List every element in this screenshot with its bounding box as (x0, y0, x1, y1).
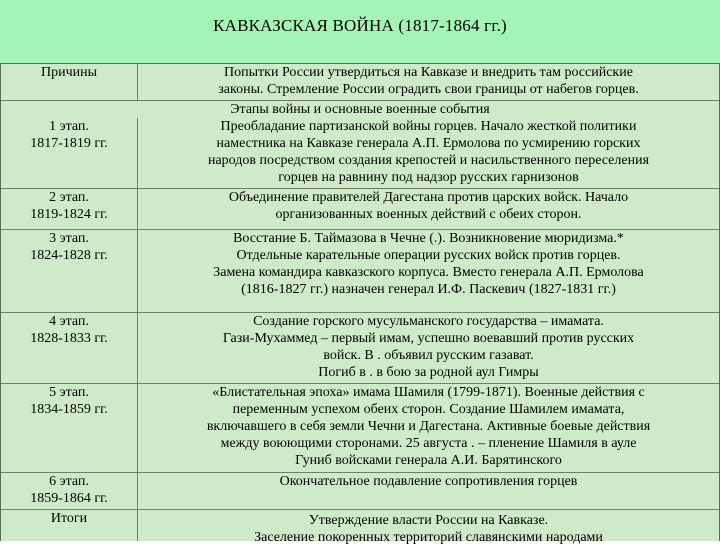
row-label-line: 6 этап. (49, 474, 89, 489)
row-text-line: Заселение покоренных территорий славянскими народами (254, 530, 603, 545)
row-text-line: Замена командира кавказского корпуса. Вместо генерала А.П. Ермолова (213, 265, 644, 280)
stage-label (1, 118, 138, 188)
stage-text (138, 230, 719, 312)
row-label-line: 1819-1824 гг. (30, 207, 108, 222)
table-row-stage-1 (1, 118, 719, 189)
row-text-line: законы. Стремление России оградить свои границы от набегов горцев. (218, 82, 639, 97)
row-text-line: «Блистательная эпоха» имама Шамиля (1799-1871). Военные действия с (212, 385, 645, 400)
row-text-line: горцев на равнину под надзор русских гарнизонов (278, 170, 579, 185)
row-label-line: 1834-1859 гг. (30, 402, 108, 417)
row-text-line: включавшего в себя земли Чечни и Дагестана. Активные боевые действия (206, 419, 651, 434)
row-text-line: Создание горского мусульманского государства – имамата. (253, 314, 604, 329)
row-text-line: Попытки России утвердиться на Кавказе и внедрить там российские (224, 65, 633, 80)
reasons-label (1, 64, 138, 100)
table-row-stage-6 (1, 473, 719, 510)
page-title: КАВКАЗСКАЯ ВОЙНА (1817-1864 гг.) (213, 16, 507, 35)
row-label-line: 2 этап. (49, 190, 89, 205)
stage-text (138, 118, 719, 188)
row-text-line: Объединение правителей Дагестана против царских войск. Начало (228, 190, 629, 205)
row-text-line: Утверждение власти России на Кавказе. (308, 513, 549, 528)
row-label-line: 1824-1828 гг. (30, 248, 108, 263)
section-header: Этапы войны и основные военные события (230, 102, 490, 117)
row-text-line: народов посредством создания крепостей и насильственного переселения (207, 153, 650, 168)
row-text-line: Отдельные карательные операции русских войск против горцев. (236, 248, 621, 263)
row-text-line: (1816-1827 гг.) назначен генерал И.Ф. Паскевич (1827-1831 гг.) (241, 282, 616, 297)
row-label-line: 1859-1864 гг. (30, 491, 108, 506)
row-text-line: Преобладание партизанской войны горцев. Начало жесткой политики (220, 119, 637, 134)
table-row-section-header (1, 101, 719, 118)
row-text-line: Гуниб войсками генерала А.И. Барятинского (295, 453, 562, 468)
results-label (1, 510, 138, 541)
table-row-stage-3 (1, 230, 719, 313)
reasons-text (138, 64, 719, 100)
row-text-line: организованных военных действий с обеих сторон. (275, 207, 582, 222)
table-row-stage-5 (1, 384, 719, 473)
table-row-stage-4 (1, 313, 719, 384)
row-text-line: Восстание Б. Таймазова в Чечне (.). Возникновение мюридизма.* (233, 231, 624, 246)
table-row-reasons (1, 64, 719, 101)
row-text-line: войск. В . объявил русским газават. (323, 348, 534, 363)
title-bar (0, 0, 720, 63)
events-table (0, 63, 720, 545)
row-text-line: между воюющими сторонами. 25 августа . – пленение Шамиля в ауле (220, 436, 637, 451)
results-text (138, 510, 719, 545)
row-text-line: наместника на Кавказе генерала А.П. Ермолова по усмирению горских (216, 136, 641, 151)
stage-label (1, 473, 138, 509)
stage-text (138, 473, 719, 509)
row-label-line: 1828-1833 гг. (30, 331, 108, 346)
stage-text (138, 384, 719, 472)
stage-label (1, 313, 138, 383)
row-text-line: Окончательное подавление сопротивления горцев (279, 474, 578, 489)
stage-text (138, 313, 719, 383)
stage-label (1, 230, 138, 312)
stage-text (138, 189, 719, 229)
row-label-line: Итоги (50, 511, 88, 526)
table-row-stage-2 (1, 189, 719, 230)
stage-label (1, 189, 138, 229)
row-text-line: Гази-Мухаммед – первый имам, успешно воевавший против русских (222, 331, 635, 346)
row-label-line: 1817-1819 гг. (30, 136, 108, 151)
stage-label (1, 384, 138, 472)
row-label-line: 1 этап. (49, 119, 89, 134)
row-text-line: Погиб в . в бою за родной аул Гимры (318, 365, 539, 380)
row-label-line: 3 этап. (49, 231, 89, 246)
table-row-results (1, 510, 719, 545)
row-label-line: Причины (40, 65, 98, 80)
row-text-line: переменным успехом обеих сторон. Создание Шамилем имамата, (232, 402, 625, 417)
row-label-line: 4 этап. (49, 314, 89, 329)
row-label-line: 5 этап. (49, 385, 89, 400)
